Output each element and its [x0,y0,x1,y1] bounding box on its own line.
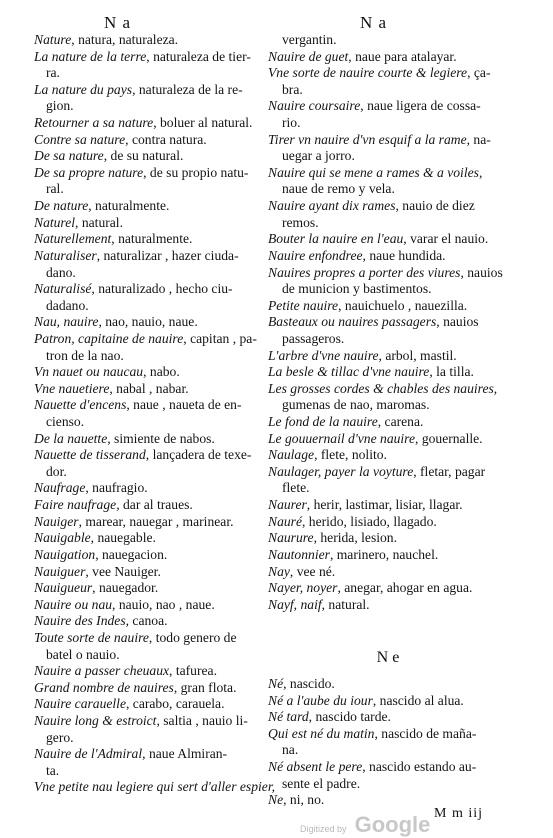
left-column [34,32,275,796]
dictionary-line [34,215,270,232]
definition: dadano. [46,297,89,313]
headword: Nauré [268,513,302,529]
definition: bra. [282,81,303,97]
definition: , nabo. [143,364,180,380]
definition: gero. [46,729,74,745]
definition: , contra natura. [125,131,207,147]
headword: Nauire de l'Admiral [34,746,143,762]
definition: , naturaleza de la re- [132,81,243,97]
dictionary-line [34,98,270,115]
dictionary-line [268,65,508,82]
definition: , naturalmente. [88,198,170,214]
headword: Basteaux ou nauires passagers [268,314,437,330]
right-column [268,32,508,613]
dictionary-line [268,759,508,776]
dictionary-line [34,597,270,614]
headword: Nay [268,563,290,579]
headword: Faire naufrage [34,497,117,513]
dictionary-line [268,514,508,531]
definition: , marear, nauegar , marinear. [78,513,234,529]
definition: , nascido. [283,676,335,691]
definition: , nascido tarde. [308,709,391,725]
headword: Vne nauetiere [34,380,110,396]
dictionary-line [34,281,270,298]
definition: , nabal , nabar. [109,380,189,396]
headword: Nayf, naif [268,596,322,612]
headword: Nauire coursaire [268,98,361,114]
dictionary-line [34,530,270,547]
headword: De sa nature [34,148,104,164]
definition: , todo genero de [148,629,237,645]
definition: , herido, lisiado, llagado. [301,513,437,529]
headword: La besle & tillac d'vne nauire [268,364,430,380]
dictionary-line [34,397,270,414]
headword: De sa propre nature [34,164,144,180]
dictionary-line [34,348,270,365]
dictionary-line [34,298,270,315]
definition: , boluer al natural. [153,115,253,131]
definition: de municion y bastimentos. [282,281,432,297]
definition: , nauegable. [90,530,156,546]
dictionary-line [268,597,508,614]
dictionary-line [34,613,270,630]
definition: , naue , naueta de en- [126,397,242,413]
dictionary-line [268,364,508,381]
dictionary-line [268,397,508,414]
headword: Nauire qui se mene a rames & a voiles [268,164,479,180]
dictionary-line [34,696,270,713]
running-head-left: N a [104,13,132,32]
headword: Nauiger [34,513,79,529]
definition: ral. [46,181,64,197]
dictionary-line [268,49,508,66]
definition: , varar el nauio. [403,231,489,247]
dictionary-line [268,115,508,132]
headword: Tirer vn nauire d'vn esquif a la rame [268,131,467,147]
dictionary-line [34,431,270,448]
headword: Qui est né du matin [268,725,375,741]
dictionary-line [268,547,508,564]
headword: Toute sorte de nauire [34,629,149,645]
definition: , la tilla. [429,364,474,380]
headword: Naturaliser [34,247,97,263]
headword: Nautonnier [268,546,330,562]
definition: , anegar, ahogar en agua. [337,580,473,596]
dictionary-line [34,181,270,198]
definition: sente el padre. [282,775,361,791]
dictionary-line [268,742,508,759]
definition: , carena. [377,414,424,430]
definition: , gran flota. [173,679,237,695]
headword: Nauire a passer cheuaux [34,663,170,679]
headword: Naturalisé [34,281,92,297]
definition: , nauios [436,314,479,330]
definition: ra. [46,65,60,81]
definition: , naturaleza de tier- [146,48,251,64]
dictionary-line [268,530,508,547]
headword: Naulager, payer la voyture [268,463,414,479]
headword: Naturellement [34,231,112,247]
definition: gion. [46,98,74,114]
definition: ta. [46,762,60,778]
dictionary-line [268,248,508,265]
dictionary-line [268,776,508,793]
definition: , natural. [321,596,370,612]
dictionary-line [34,730,270,747]
dictionary-line [34,680,270,697]
dictionary-line [34,763,270,780]
headword: Le fond de la nauire [268,414,378,430]
dictionary-line [34,248,270,265]
dictionary-line [268,676,508,693]
google-logo: Google [354,812,431,837]
headword: De la nauette [34,430,108,446]
definition: , nauegador. [92,580,159,596]
headword: Le gouuernail d'vne nauire [268,430,416,446]
definition: , natura, naturaleza. [71,32,179,47]
signature-mark: M m iij [434,806,484,821]
headword: Nauire long & estroict [34,712,157,728]
definition: , nao, nauio, naue. [98,314,198,330]
dictionary-line [268,98,508,115]
definition: , simiente de nabos. [107,430,215,446]
headword: Nauette de tisserand [34,447,146,463]
headword: Vn nauet ou naucau [34,364,144,380]
definition: flete. [282,480,310,496]
definition: , herir, lastimar, lisiar, llagar. [306,497,463,513]
dictionary-line [268,331,508,348]
definition: , ni, no. [283,792,325,808]
dictionary-line [268,414,508,431]
dictionary-line [268,231,508,248]
dictionary-line [268,564,508,581]
definition: , arbol, mastil. [378,347,457,363]
dictionary-line [34,514,270,531]
dictionary-line [268,348,508,365]
dictionary-line [34,663,270,680]
headword: Naurure [268,530,314,546]
google-watermark [300,812,430,838]
headword: Retourner a sa nature [34,115,154,131]
headword: Naufrage [34,480,86,496]
definition: , naturalizado , hecho ciu- [91,281,233,297]
headword: Nauette d'encens [34,397,127,413]
definition: , [493,380,498,396]
dictionary-line [268,32,508,49]
headword: Contre sa nature [34,131,126,147]
definition: , capitan , pa- [183,330,257,346]
dictionary-line [34,647,270,664]
dictionary-line [34,746,270,763]
definition: , nauio de diez [395,198,475,214]
headword: Nauires propres a porter des viures [268,264,461,280]
dictionary-line [34,49,270,66]
dictionary-line [34,580,270,597]
headword: Vne sorte de nauire courte & legiere [268,65,468,81]
dictionary-line [34,65,270,82]
headword: Nauire de guet [268,48,349,64]
headword: Nauiguer [34,563,86,579]
headword: Nauire carauelle [34,696,126,712]
dictionary-line [268,215,508,232]
definition: tron de la nao. [46,347,124,363]
headword: Nature [34,32,72,47]
headword: Né absent le pere [268,759,363,775]
definition: , tafurea. [169,663,217,679]
dictionary-line [268,82,508,99]
dictionary-line [34,314,270,331]
definition: vergantin. [282,32,337,47]
definition: , nascido estando au- [362,759,477,775]
dictionary-line [34,331,270,348]
dictionary-line [34,779,275,796]
dictionary-line [268,447,508,464]
definition: naue de remo y vela. [282,181,395,197]
headword: Nauigable [34,530,91,546]
definition: , naue hundida. [362,247,446,263]
headword: Les grosses cordes & chables des nauires [268,380,494,396]
definition: passageros. [282,330,345,346]
dictionary-line [34,464,270,481]
dictionary-line [34,447,270,464]
headword: Nau, nauire [34,314,99,330]
dictionary-line [34,132,270,149]
dictionary-line [268,181,508,198]
dictionary-line [268,265,508,282]
dictionary-line [34,198,270,215]
dictionary-line [268,709,508,726]
dictionary-line [34,115,270,132]
definition: remos. [282,214,319,230]
definition: , naue ligera de cossa- [360,98,481,114]
headword: Naulage [268,447,315,463]
definition: , naue Almiran- [142,746,228,762]
headword: Nauigation [34,546,96,562]
headword: Nauire ou nau [34,596,113,612]
dictionary-line [268,580,508,597]
definition: , gouernalle. [415,430,483,446]
headword: Naurer [268,497,307,513]
dictionary-line [268,464,508,481]
definition: , vee Nauiger. [85,563,161,579]
headword: Nayer, noyer [268,580,338,596]
dictionary-line [34,32,270,49]
dictionary-line [268,132,508,149]
dictionary-line [34,713,270,730]
headword: De nature [34,198,89,214]
headword: Nauigueur [34,580,93,596]
dictionary-line [268,726,508,743]
definition: dano. [46,264,76,280]
definition: , nauichuelo , nauezilla. [338,297,468,313]
dictionary-line [34,630,270,647]
definition: uegar a jorro. [282,148,355,164]
definition: , nauios [460,264,503,280]
dictionary-line [34,414,270,431]
dictionary-line [268,281,508,298]
dictionary-line [268,497,508,514]
dictionary-line [268,148,508,165]
headword: Nauire des Indes [34,613,126,629]
definition: , lançadera de texe- [145,447,252,463]
definition: , herida, lesion. [313,530,398,546]
headword: L'arbre d'vne nauire [268,347,379,363]
definition: , nascido de maña- [374,725,477,741]
definition: , ça- [467,65,491,81]
definition: , natural. [75,214,123,230]
right-column-ne [268,676,508,809]
definition: , naturalizar , hazer ciuda- [96,247,239,263]
definition: , naue para atalayar. [348,48,457,64]
headword: Patron, capitaine de nauire [34,330,184,346]
definition: , nascido al alua. [372,692,464,708]
definition: na. [282,742,299,758]
headword: La nature de la terre [34,48,147,64]
definition: rio. [282,115,301,131]
headword: La nature du pays [34,81,133,97]
headword: Bouter la nauire en l'eau [268,231,404,247]
dictionary-line [268,381,508,398]
dictionary-line [268,298,508,315]
headword: Né tard [268,709,309,725]
headword: Nauire ayant dix rames [268,198,396,214]
definition: , vee né. [289,563,336,579]
definition: , nauegacion. [95,546,168,562]
dictionary-line [34,82,270,99]
definition: , carabo, carauela. [126,696,225,712]
dictionary-line [34,564,270,581]
headword: Vne petite nau legiere qui sert d'aller espier, [34,779,275,795]
headword: Petite nauire [268,297,339,313]
dictionary-line [268,314,508,331]
dictionary-line [268,480,508,497]
dictionary-line [268,431,508,448]
dictionary-line [34,165,270,182]
dictionary-line [34,231,270,248]
definition: , fletar, pagar [413,463,486,479]
dictionary-line [268,165,508,182]
definition: , marinero, nauchel. [329,546,439,562]
definition: , flete, nolito. [314,447,387,463]
headword: Grand nombre de nauires [34,679,174,695]
dictionary-line [34,265,270,282]
definition: , dar al traues. [116,497,193,513]
headword: Naturel [34,214,76,230]
definition: , de su propio natu- [143,164,249,180]
dictionary-line [34,497,270,514]
definition: , de su natural. [103,148,184,164]
headword: Né a l'aube du iour [268,692,373,708]
dictionary-line [268,693,508,710]
definition: , na- [466,131,491,147]
definition: , canoa. [125,613,168,629]
definition: , naturalmente. [111,231,193,247]
definition: , [478,164,483,180]
digitized-by-text: Digitized by [300,824,347,834]
section-heading: N e [376,649,400,666]
definition: dor. [46,463,67,479]
dictionary-line [34,364,270,381]
definition: gumenas de nao, maromas. [282,397,430,413]
headword: Né [268,676,284,691]
definition: , naufragio. [85,480,148,496]
dictionary-line [34,480,270,497]
definition: , saltia , nauio li- [156,712,248,728]
definition: batel o nauio. [46,646,120,662]
dictionary-line [34,547,270,564]
dictionary-line [34,381,270,398]
headword: Nauire enfondree [268,247,363,263]
headword: Ne [268,792,284,808]
dictionary-line [268,198,508,215]
running-head-right: N a [360,13,388,32]
dictionary-line [34,148,270,165]
definition: , nauio, nao , naue. [112,596,215,612]
definition: cienso. [46,414,85,430]
